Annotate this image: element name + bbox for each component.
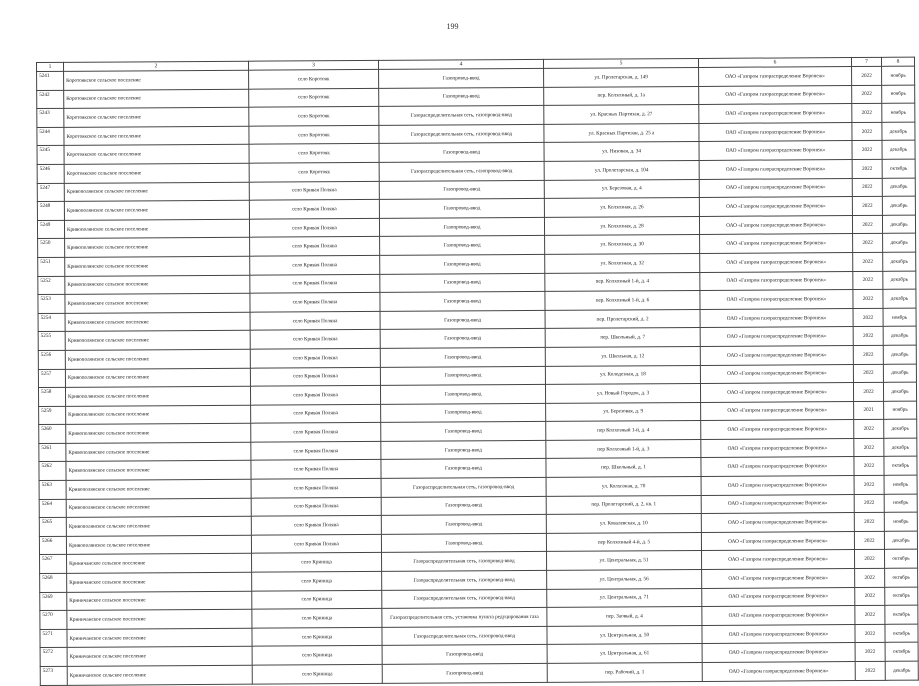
settlement-cell: Кривополянское сельское поселение <box>65 349 250 369</box>
month-cell: октябрь <box>882 159 915 178</box>
row-number: 5247 <box>37 183 64 202</box>
address-cell: ул. Красных Партизан, д. 27 <box>544 105 699 125</box>
object-cell: Газопровод-ввод <box>380 366 545 386</box>
col-header-6: 6 <box>698 58 851 68</box>
object-cell: Газопровод-ввод <box>381 459 546 479</box>
locality-cell: село Кривая Поляна <box>251 478 381 497</box>
locality-cell: село Криница <box>252 553 382 572</box>
settlement-cell: Кривополянское сельское поселение <box>65 238 250 258</box>
row-number: 5269 <box>40 592 67 611</box>
year-cell: 2022 <box>852 178 882 197</box>
row-number: 5242 <box>37 90 64 109</box>
month-cell: декабрь <box>884 419 917 438</box>
row-number: 5271 <box>40 629 67 648</box>
locality-cell: село Коротояк <box>249 162 379 181</box>
address-cell: ул. Низовая, д. 34 <box>544 142 699 162</box>
address-cell: пер Колхозный 1-й, д. 3 <box>546 439 701 459</box>
locality-cell: село Коротояк <box>249 88 379 107</box>
address-cell: пер. Рабочий, д. 1 <box>547 662 702 682</box>
owner-cell: ОАО «Газпром газораспределение Воронеж» <box>701 550 854 570</box>
object-cell: Газораспределительная сеть, газопровод-ввод <box>382 570 547 590</box>
row-number: 5273 <box>40 666 67 685</box>
month-cell: октябрь <box>884 457 917 476</box>
address-cell: пер. Пролетарский, д. 2, кв. 1 <box>546 495 701 515</box>
settlement-cell: Кривополянское сельское поселение <box>65 312 250 332</box>
address-cell: ул. Колхозная, д. 30 <box>545 235 700 255</box>
owner-cell: ОАО «Газпром газораспределение Воронеж» <box>699 85 852 105</box>
owner-cell: ОАО «Газпром газораспределение Воронеж» <box>700 364 853 384</box>
settlement-cell: Криничанское сельское поселение <box>67 665 252 685</box>
table-body <box>37 66 919 685</box>
month-cell: октябрь <box>885 587 918 606</box>
address-cell: ул. Ковалевская, д. 10 <box>546 514 701 534</box>
settlement-cell: Коротоякское сельское поселение <box>64 145 249 165</box>
row-number: 5267 <box>40 555 67 574</box>
row-number: 5248 <box>37 201 64 220</box>
object-cell: Газопровод-ввод <box>380 292 545 312</box>
locality-cell: село Кривая Поляна <box>249 181 379 200</box>
year-cell: 2022 <box>854 457 884 476</box>
owner-cell: ОАО «Газпром газораспределение Воронеж» <box>700 271 853 291</box>
row-number: 5272 <box>40 648 67 667</box>
address-cell: ул. Новый Городок, д. 3 <box>545 384 700 404</box>
locality-cell: село Криница <box>252 646 382 665</box>
owner-cell: ОАО «Газпром газораспределение Воронеж» <box>699 104 852 124</box>
object-cell: Газопровод-ввод <box>379 180 544 200</box>
registry-table <box>36 57 919 686</box>
owner-cell: ОАО «Газпром газораспределение Воронеж» <box>702 624 855 644</box>
settlement-cell: Криничанское сельское поселение <box>67 609 252 629</box>
month-cell: декабрь <box>883 233 916 252</box>
address-cell: ул. Школьная, д. 12 <box>545 346 700 366</box>
row-number: 5253 <box>38 294 65 313</box>
object-cell: Газопровод-ввод <box>380 329 545 349</box>
address-cell: ул. Березовая, д. 9 <box>546 402 701 422</box>
month-cell: октябрь <box>885 568 918 587</box>
year-cell: 2022 <box>853 234 883 253</box>
object-cell: Газораспределительная сеть, газопровод-ввод <box>381 477 546 497</box>
month-cell: октябрь <box>885 643 918 662</box>
row-number: 5243 <box>37 109 64 128</box>
object-cell: Газопровод-ввод <box>381 440 546 460</box>
object-cell: Газопровод-ввод <box>381 533 546 553</box>
row-number: 5261 <box>39 443 66 462</box>
row-number: 5268 <box>40 573 67 592</box>
settlement-cell: Кривополянское сельское поселение <box>66 498 251 518</box>
settlement-cell: Коротоякское сельское поселение <box>64 89 249 109</box>
address-cell: ул. Колодезная, д. 18 <box>545 365 700 385</box>
row-number: 5263 <box>39 480 66 499</box>
year-cell: 2022 <box>853 382 883 401</box>
settlement-cell: Кривополянское сельское поселение <box>65 256 250 276</box>
object-cell: Газораспределительная сеть, газопровод-ввод <box>379 124 544 144</box>
year-cell: 2022 <box>855 624 885 643</box>
settlement-cell: Кривополянское сельское поселение <box>66 405 251 425</box>
settlement-cell: Кривополянское сельское поселение <box>66 516 251 536</box>
locality-cell: село Кривая Поляна <box>251 534 381 553</box>
month-cell: декабрь <box>883 326 916 345</box>
month-cell: декабрь <box>883 252 916 271</box>
address-cell: ул. Колхозная, д. 32 <box>545 253 700 273</box>
owner-cell: ОАО «Газпром газораспределение Воронеж» <box>701 401 854 421</box>
locality-cell: село Кривая Поляна <box>250 255 380 274</box>
row-number: 5245 <box>37 146 64 165</box>
row-number: 5249 <box>37 220 64 239</box>
object-cell: Газопровод-ввод <box>380 273 545 293</box>
address-cell: пер. Школьный, д. 7 <box>545 328 700 348</box>
object-cell: Газопровод-ввод <box>382 663 547 683</box>
locality-cell: село Кривая Поляна <box>250 367 380 386</box>
year-cell: 2022 <box>854 438 884 457</box>
year-cell: 2022 <box>852 85 882 104</box>
address-cell: ул. Центральная, д. 51 <box>547 551 702 571</box>
owner-cell: ОАО «Газпром газораспределение Воронеж» <box>701 457 854 477</box>
address-cell: ул. Центральная, д. 61 <box>547 644 702 664</box>
owner-cell: ОАО «Газпром газораспределение Воронеж» <box>702 643 855 663</box>
owner-cell: ОАО «Газпром газораспределение Воронеж» <box>699 67 852 87</box>
owner-cell: ОАО «Газпром газораспределение Воронеж» <box>702 587 855 607</box>
address-cell: ул. Колхозная, д. 28 <box>544 216 699 236</box>
year-cell: 2021 <box>854 401 884 420</box>
month-cell: ноябрь <box>884 512 917 531</box>
address-cell: пер Колхозный 1-й, д. 4 <box>546 421 701 441</box>
year-cell: 2022 <box>855 587 885 606</box>
month-cell: декабрь <box>885 661 918 680</box>
object-cell: Газораспределительная сеть, газопровод-ввод <box>379 161 544 181</box>
locality-cell: село Кривая Поляна <box>250 311 380 330</box>
object-cell: Газопровод-ввод <box>379 199 544 219</box>
owner-cell: ОАО «Газпром газораспределение Воронеж» <box>702 569 855 589</box>
locality-cell: село Коротояк <box>249 144 379 163</box>
object-cell: Газопровод-ввод <box>380 347 545 367</box>
row-number: 5264 <box>39 499 66 518</box>
settlement-cell: Кривополянское сельское поселение <box>65 293 250 313</box>
object-cell: Газопровод-ввод <box>380 384 545 404</box>
row-number: 5254 <box>38 313 65 332</box>
owner-cell: ОАО «Газпром газораспределение Воронеж» <box>701 494 854 514</box>
address-cell: пер. Пролетарский, д. 2 <box>545 309 700 329</box>
object-cell: Газопровод-ввод <box>381 496 546 516</box>
settlement-cell: Кривополянское сельское поселение <box>65 386 250 406</box>
address-cell: ул. Колхозная, д. 26 <box>544 198 699 218</box>
settlement-cell: Криничанское сельское поселение <box>67 647 252 667</box>
address-cell: пер. Школьный, д. 1 <box>546 458 701 478</box>
object-cell: Газораспределительная сеть, газопровод-ввод <box>382 626 547 646</box>
address-cell: пер. Колхозный, д. 1а <box>544 86 699 106</box>
year-cell: 2022 <box>852 196 882 215</box>
owner-cell: ОАО «Газпром газораспределение Воронеж» <box>699 178 852 198</box>
owner-cell: ОАО «Газпром газораспределение Воронеж» <box>699 215 852 235</box>
col-header-4: 4 <box>378 59 543 69</box>
year-cell: 2022 <box>852 66 882 85</box>
settlement-cell: Кривополянское сельское поселение <box>64 200 249 220</box>
month-cell: ноябрь <box>882 103 915 122</box>
object-cell: Газопровод-ввод <box>379 217 544 237</box>
year-cell: 2022 <box>854 475 884 494</box>
object-cell: Газораспределительная сеть, газопровод-ввод <box>382 589 547 609</box>
locality-cell: село Кривая Поляна <box>250 348 380 367</box>
object-cell: Газопровод-ввод <box>380 310 545 330</box>
row-number: 5259 <box>39 406 66 425</box>
owner-cell: ОАО «Газпром газораспределение Воронеж» <box>701 531 854 551</box>
object-cell: Газопровод-ввод <box>379 68 544 88</box>
row-number: 5270 <box>40 611 67 630</box>
owner-cell: ОАО «Газпром газораспределение Воронеж» <box>700 383 853 403</box>
row-number: 5256 <box>38 350 65 369</box>
owner-cell: ОАО «Газпром газораспределение Воронеж» <box>699 197 852 217</box>
settlement-cell: Криничанское сельское поселение <box>67 554 252 574</box>
owner-cell: ОАО «Газпром газораспределение Воронеж» <box>700 252 853 272</box>
settlement-cell: Коротоякское сельское поселение <box>64 126 249 146</box>
locality-cell: село Кривая Поляна <box>251 516 381 535</box>
month-cell: ноябрь <box>884 401 917 420</box>
address-cell: ул. Центральная, д. 56 <box>547 569 702 589</box>
object-cell: Газораспределительная сеть, установка пункта редуцирования газа <box>382 608 547 628</box>
address-cell: пер Колхозный 4-й, д. 5 <box>546 532 701 552</box>
table-row <box>40 661 918 685</box>
row-number: 5262 <box>39 462 66 481</box>
year-cell: 2022 <box>853 308 883 327</box>
object-cell: Газопровод-ввод <box>381 422 546 442</box>
month-cell: декабрь <box>882 122 915 141</box>
owner-cell: ОАО «Газпром газораспределение Воронеж» <box>700 234 853 254</box>
year-cell: 2022 <box>852 104 882 123</box>
address-cell: пер. Заовый, д. 4 <box>547 607 702 627</box>
month-cell: ноябрь <box>884 494 917 513</box>
row-number: 5250 <box>38 239 65 258</box>
month-cell: октябрь <box>884 550 917 569</box>
month-cell: декабрь <box>882 141 915 160</box>
row-number: 5244 <box>37 127 64 146</box>
month-cell: октябрь <box>885 605 918 624</box>
year-cell: 2022 <box>853 345 883 364</box>
address-cell: ул. Колхозная, д. 70 <box>546 477 701 497</box>
settlement-cell: Кривополянское сельское поселение <box>66 442 251 462</box>
address-cell: ул. Пролетарская, д. 149 <box>544 67 699 87</box>
settlement-cell: Кривополянское сельское поселение <box>66 479 251 499</box>
year-cell: 2022 <box>852 122 882 141</box>
object-cell: Газопровод-ввод <box>380 254 545 274</box>
object-cell: Газораспределительная сеть, газопровод-ввод <box>382 552 547 572</box>
page-number: 199 <box>446 22 459 31</box>
year-cell: 2022 <box>855 643 885 662</box>
year-cell: 2022 <box>854 531 884 550</box>
locality-cell: село Кривая Поляна <box>250 385 380 404</box>
row-number: 5257 <box>38 369 65 388</box>
locality-cell: село Коротояк <box>249 107 379 126</box>
owner-cell: ОАО «Газпром газораспределение Воронеж» <box>700 290 853 310</box>
locality-cell: село Криница <box>252 571 382 590</box>
owner-cell: ОАО «Газпром газораспределение Воронеж» <box>701 476 854 496</box>
settlement-cell: Кривополянское сельское поселение <box>66 535 251 555</box>
locality-cell: село Коротояк <box>249 125 379 144</box>
settlement-cell: Криничанское сельское поселение <box>67 572 252 592</box>
row-number: 5252 <box>38 276 65 295</box>
col-header-2: 2 <box>64 61 249 71</box>
year-cell: 2022 <box>855 568 885 587</box>
year-cell: 2022 <box>852 159 882 178</box>
address-cell: пер. Колхозный 1-й, д. 6 <box>545 291 700 311</box>
month-cell: декабрь <box>883 364 916 383</box>
owner-cell: ОАО «Газпром газораспределение Воронеж» <box>700 345 853 365</box>
col-header-3: 3 <box>248 60 378 70</box>
settlement-cell: Криничанское сельское поселение <box>67 628 252 648</box>
locality-cell: село Кривая Поляна <box>250 237 380 256</box>
object-cell: Газопровод-ввод <box>379 143 544 163</box>
locality-cell: село Кривая Поляна <box>251 497 381 516</box>
settlement-cell: Кривополянское сельское поселение <box>64 219 249 239</box>
locality-cell: село Кривая Поляна <box>251 404 381 423</box>
year-cell: 2022 <box>853 252 883 271</box>
col-header-8: 8 <box>881 57 914 66</box>
year-cell: 2022 <box>854 494 884 513</box>
locality-cell: село Криница <box>252 590 382 609</box>
year-cell: 2022 <box>855 606 885 625</box>
owner-cell: ОАО «Газпром газораспределение Воронеж» <box>700 327 853 347</box>
row-number: 5246 <box>37 164 64 183</box>
year-cell: 2022 <box>853 289 883 308</box>
settlement-cell: Кривополянское сельское поселение <box>65 331 250 351</box>
year-cell: 2022 <box>853 327 883 346</box>
settlement-cell: Кривополянское сельское поселение <box>64 182 249 202</box>
month-cell: ноябрь <box>883 308 916 327</box>
year-cell: 2022 <box>855 661 885 680</box>
settlement-cell: Криничанское сельское поселение <box>67 591 252 611</box>
address-cell: ул. Пролетарская, д. 104 <box>544 160 699 180</box>
month-cell: декабрь <box>883 345 916 364</box>
month-cell: ноябрь <box>882 66 915 85</box>
locality-cell: село Кривая Поляна <box>250 330 380 349</box>
locality-cell: село Криница <box>252 609 382 628</box>
object-cell: Газопровод-ввод <box>382 645 547 665</box>
settlement-cell: Коротоякское сельское поселение <box>64 107 249 127</box>
row-number: 5265 <box>39 518 66 537</box>
col-header-5: 5 <box>543 58 698 68</box>
locality-cell: село Кривая Поляна <box>251 460 381 479</box>
owner-cell: ОАО «Газпром газораспределение Воронеж» <box>701 438 854 458</box>
settlement-cell: Кривополянское сельское поселение <box>65 368 250 388</box>
owner-cell: ОАО «Газпром газораспределение Воронеж» <box>699 141 852 161</box>
row-number: 5241 <box>37 71 64 90</box>
row-number: 5258 <box>38 387 65 406</box>
settlement-cell: Кривополянское сельское поселение <box>66 423 251 443</box>
object-cell: Газораспределительная сеть, газопровод-ввод <box>379 106 544 126</box>
object-cell: Газопровод-ввод <box>381 515 546 535</box>
settlement-cell: Кривополянское сельское поселение <box>66 461 251 481</box>
locality-cell: село Коротояк <box>249 69 379 88</box>
object-cell: Газопровод-ввод <box>380 236 545 256</box>
col-header-1: 1 <box>37 62 64 71</box>
locality-cell: село Кривая Поляна <box>251 423 381 442</box>
locality-cell: село Кривая Поляна <box>250 274 380 293</box>
locality-cell: село Кривая Поляна <box>250 293 380 312</box>
locality-cell: село Криница <box>252 664 382 683</box>
month-cell: декабрь <box>883 271 916 290</box>
year-cell: 2022 <box>852 215 882 234</box>
year-cell: 2022 <box>853 364 883 383</box>
address-cell: ул. Центральная, д. 50 <box>547 625 702 645</box>
month-cell: декабрь <box>882 196 915 215</box>
settlement-cell: Коротоякское сельское поселение <box>64 163 249 183</box>
row-number: 5255 <box>38 332 65 351</box>
row-number: 5260 <box>39 425 66 444</box>
owner-cell: ОАО «Газпром газораспределение Воронеж» <box>700 308 853 328</box>
owner-cell: ОАО «Газпром газораспределение Воронеж» <box>699 122 852 142</box>
year-cell: 2022 <box>852 141 882 160</box>
month-cell: декабрь <box>884 438 917 457</box>
month-cell: ноябрь <box>882 85 915 104</box>
settlement-cell: Коротоякское сельское поселение <box>64 70 249 90</box>
object-cell: Газопровод-ввод <box>381 403 546 423</box>
owner-cell: ОАО «Газпром газораспределение Воронеж» <box>699 159 852 179</box>
owner-cell: ОАО «Газпром газораспределение Воронеж» <box>702 662 855 682</box>
row-number: 5266 <box>39 536 66 555</box>
month-cell: декабрь <box>883 289 916 308</box>
locality-cell: село Кривая Поляна <box>249 200 379 219</box>
address-cell: пер. Колхозный 1-й, д. 4 <box>545 272 700 292</box>
owner-cell: ОАО «Газпром газораспределение Воронеж» <box>702 606 855 626</box>
year-cell: 2022 <box>854 550 884 569</box>
year-cell: 2022 <box>854 513 884 532</box>
owner-cell: ОАО «Газпром газораспределение Воронеж» <box>701 513 854 533</box>
year-cell: 2022 <box>854 420 884 439</box>
settlement-cell: Кривополянское сельское поселение <box>65 275 250 295</box>
object-cell: Газопровод-ввод <box>379 87 544 107</box>
month-cell: ноябрь <box>884 475 917 494</box>
month-cell: декабрь <box>884 531 917 550</box>
row-number: 5251 <box>38 257 65 276</box>
month-cell: октябрь <box>885 624 918 643</box>
locality-cell: село Кривая Поляна <box>249 218 379 237</box>
col-header-7: 7 <box>851 57 881 66</box>
address-cell: ул. Красных Партизан, д. 25 а <box>544 123 699 143</box>
month-cell: декабрь <box>883 382 916 401</box>
address-cell: ул. Березовая, д. 4 <box>544 179 699 199</box>
locality-cell: село Криница <box>252 627 382 646</box>
owner-cell: ОАО «Газпром газораспределение Воронеж» <box>701 420 854 440</box>
month-cell: декабрь <box>882 215 915 234</box>
address-cell: ул. Центральная, д. 71 <box>547 588 702 608</box>
month-cell: декабрь <box>882 178 915 197</box>
year-cell: 2022 <box>853 271 883 290</box>
locality-cell: село Кривая Поляна <box>251 441 381 460</box>
